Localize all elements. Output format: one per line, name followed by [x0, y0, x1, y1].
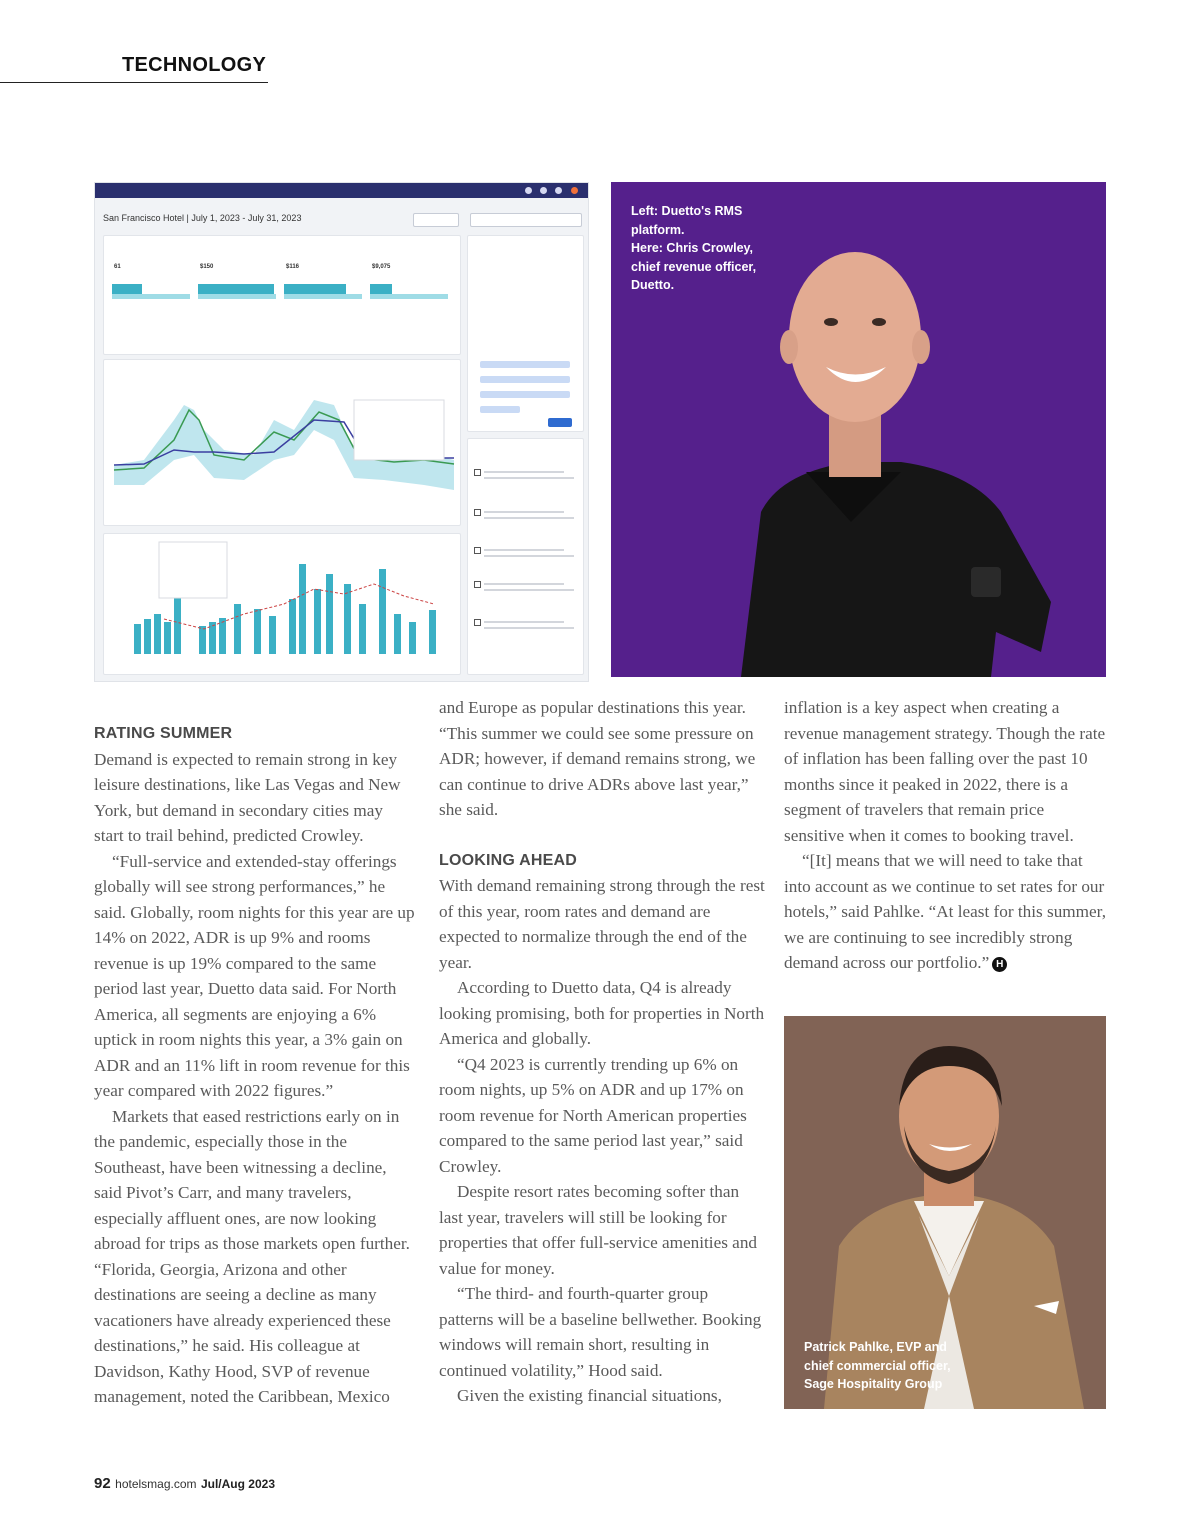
financial-scorecard-card: [103, 235, 461, 355]
kpi-adr: $150: [200, 264, 214, 270]
paragraph: Despite resort rates becoming softer than last year, travelers will still be looking for properties that offer full-service amenities and value for money.: [439, 1182, 758, 1278]
paragraph: “Q4 2023 is currently trending up 6% on room nights, up 5% on ADR and up 17% on room revenue for North American properties compared to the same period last year,” said Crowley.: [439, 1054, 747, 1176]
paragraph: With demand remaining strong through the rest of this year, room rates and demand are expected to normalize through the end of the year.: [439, 876, 765, 972]
calendar-card: [467, 235, 584, 432]
kpi-occupancy: 61: [114, 264, 121, 270]
alerts-card: [467, 438, 584, 675]
photo-chris-crowley: [611, 182, 1106, 677]
dashboard-topbar: [95, 183, 588, 198]
paragraph: and Europe as popular destinations this year. “This summer we could see some pressure on ADR; however, if demand remains strong, we can continue to drive ADRs above last year,” she said.: [439, 698, 756, 819]
paragraph: “[It] means that we will need to take that into account as we continue to set rates for our hotels,” said Pahlke. “At least for this summer, we are continuing to see incredibly strong demand across our portfolio.” H: [784, 851, 1106, 972]
section-heading: LOOKING AHEAD: [439, 851, 578, 869]
site-url: hotelsmag.com: [115, 1477, 197, 1491]
kpi-revenue: $9,075: [372, 264, 391, 270]
paragraph: inflation is a key aspect when creating a revenue management strategy. Though the rate of inflation has been falling over the past 10 months since it peaked in 2022, there is a segment of travelers that remain price sensitive when it comes to booking travel.: [784, 698, 1106, 845]
paragraph: According to Duetto data, Q4 is already looking promising, both for properties in North America and globally.: [439, 978, 765, 1048]
rate-competition-card: [103, 359, 461, 526]
section-rule: [0, 82, 268, 83]
paragraph: Demand is expected to remain strong in key leisure destinations, like Las Vegas and New York, but demand in secondary cities may start to trail behind, predicted Crowley.: [94, 749, 401, 845]
kpi-revpar: $116: [286, 264, 300, 270]
paragraph: Markets that eased restrictions early on in the pandemic, especially those in the Southeast, have been witnessing a decline, said Pivot’s Carr, and many travelers, especially affluent ones, are now looking abroad for trips as those markets open further. “Florida, Georgia, Arizona and other destinations are seeing a decline as many vacationers have already experienced these destinations,” he said. His colleague at Davidson, Kathy Hood, SVP of revenue management, noted the Caribbean, Mexico: [94, 1106, 410, 1406]
paragraph: “The third- and fourth-quarter group patterns will be a baseline bellwether. Booking windows will remain short, resulting in continued volatility,” Hood said.: [439, 1284, 762, 1380]
section-heading: RATING SUMMER: [94, 725, 233, 742]
paragraph: Given the existing financial situations,: [457, 1386, 722, 1405]
dashboard-screenshot: [94, 182, 589, 682]
photo-patrick-pahlke: [784, 1016, 1106, 1409]
photo-caption: Left: Duetto's RMS platform. Here: Chris Crowley, chief revenue officer, Duetto.: [631, 204, 757, 292]
section-label: TECHNOLOGY: [122, 54, 267, 76]
page-number: 92: [94, 1475, 111, 1492]
page-footer: [94, 1475, 275, 1493]
article-column-2: [439, 695, 765, 1409]
end-mark-icon: H: [992, 957, 1007, 972]
dashboard-title: San Francisco Hotel | July 1, 2023 - July 31, 2023: [103, 213, 302, 223]
booking-chart-card: [103, 533, 461, 675]
article-column-1: [94, 721, 416, 1410]
issue-date: Jul/Aug 2023: [200, 1477, 275, 1491]
photo-caption: Patrick Pahlke, EVP and chief commercial officer, Sage Hospitality Group: [804, 1340, 951, 1391]
paragraph: “Full-service and extended-stay offerings globally will see strong performances,” he said. Globally, room nights for this year are up 14% on 2022, ADR is up 9% and rooms revenue is up 19% compared to the same period last year, Duetto data said. For North America, all segments are enjoying a 6% uptick in room nights this year, a 3% gain on ADR and an 11% lift in room revenue for this year compared with 2022 figures.”: [94, 851, 415, 1100]
article-column-3: [784, 695, 1108, 976]
